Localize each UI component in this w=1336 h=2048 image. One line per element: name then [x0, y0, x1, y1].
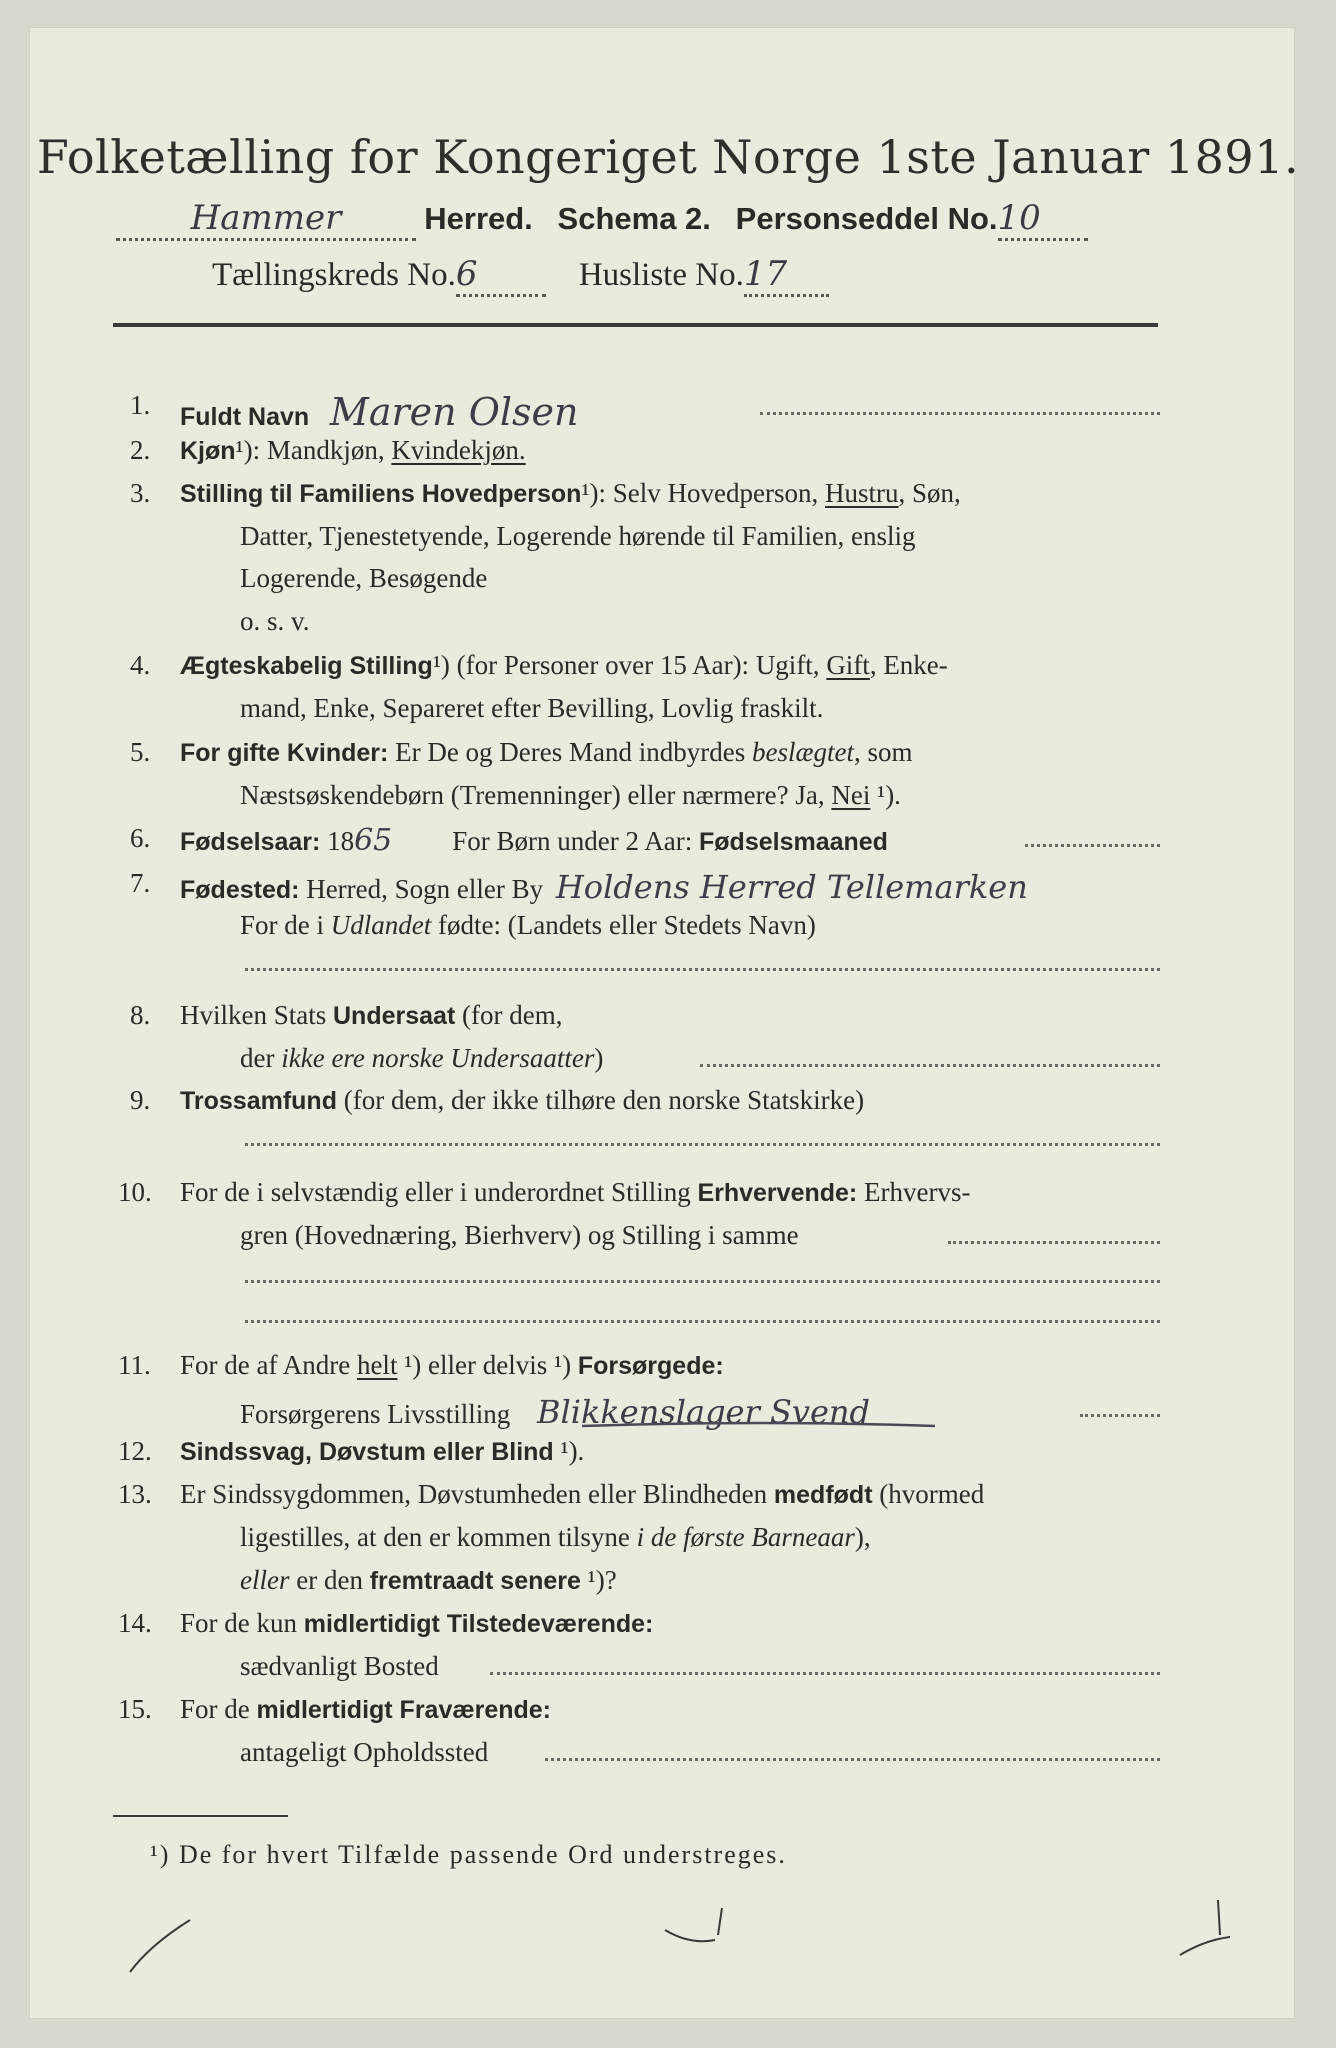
- item-3-number: 3.: [130, 478, 151, 508]
- header-kreds-line: [212, 254, 829, 297]
- item-4-number: 4.: [130, 650, 151, 680]
- item-13-line: [180, 1479, 984, 1510]
- item-5-cont-c: ¹).: [870, 780, 901, 810]
- item-5-label: For gifte Kvinder:: [180, 739, 389, 767]
- item-13-cont1-b: i de første Barneaar: [636, 1522, 855, 1552]
- item-11-number: 11.: [118, 1350, 151, 1380]
- item-4-cont-1: mand, Enke, Separeret efter Bevilling, Lovlig fraskilt.: [240, 693, 824, 723]
- item-10-cont-1: gren (Hovednæring, Bierhverv) og Stilling i samme: [240, 1220, 799, 1250]
- item-7-text-a: Herred, Sogn eller By: [299, 874, 544, 904]
- item-11-selected: helt: [356, 1350, 398, 1380]
- item-13-label: medfødt: [773, 1481, 873, 1509]
- item-11-dotfill: [1080, 1414, 1160, 1417]
- item-15-cont-1: antageligt Opholdssted: [240, 1737, 489, 1767]
- item-15-line: [180, 1694, 551, 1725]
- item-3-options-b: , Søn,: [898, 478, 961, 508]
- husliste-value: 17: [743, 254, 788, 294]
- item-10-text-a: For de i selvstændig eller i underordnet Stilling: [180, 1177, 698, 1207]
- item-3-selected: Hustru: [825, 478, 899, 508]
- item-13-cont2-a: eller: [240, 1565, 290, 1595]
- item-4-selected: Gift: [826, 650, 870, 680]
- item-15-label: midlertidigt Fraværende:: [256, 1696, 551, 1724]
- item-10-dotfill-1: [948, 1241, 1160, 1244]
- item-9-text-a: (for dem, der ikke tilhøre den norske Statskirke): [336, 1085, 865, 1115]
- item-3-label: Stilling til Familiens Hovedperson: [180, 480, 582, 508]
- item-1-label: Fuldt Navn: [180, 403, 310, 431]
- item-3-cont-3: o. s. v.: [240, 606, 310, 636]
- item-11-text-a: For de af Andre: [180, 1350, 357, 1380]
- item-4-options-b: , Enke-: [869, 650, 948, 680]
- item-8-cont-b: ikke ere norske Undersaatter: [281, 1043, 595, 1073]
- item-12-number: 12.: [118, 1436, 152, 1466]
- item-2-options: ¹): Mandkjøn,: [235, 435, 392, 465]
- item-7-label: Fødested:: [180, 876, 300, 904]
- taellingskreds-label: Tællingskreds No.: [212, 257, 456, 293]
- item-6-number: 6.: [130, 823, 151, 853]
- item-5-cont-1: [240, 780, 901, 811]
- item-13-cont2-d: ¹)?: [580, 1565, 617, 1595]
- item-13-cont1-c: ),: [854, 1522, 871, 1552]
- item-1-value: Maren Olsen: [329, 390, 579, 434]
- item-12-text-a: ¹).: [553, 1436, 585, 1466]
- header-herred-line: [116, 198, 1088, 241]
- item-6-dotfill: [1025, 844, 1160, 847]
- item-9-number: 9.: [130, 1085, 151, 1115]
- header-rule: [113, 323, 1158, 327]
- item-8-label: Undersaat: [333, 1002, 456, 1030]
- herred-label: Herred.: [424, 201, 533, 236]
- item-6-text-b: For Børn under 2 Aar:: [452, 826, 699, 856]
- pencil-mark-right: [1170, 1895, 1250, 1965]
- item-10-line: [180, 1177, 970, 1208]
- item-6-label: Fødselsaar:: [180, 828, 321, 856]
- item-6-century: 18: [320, 826, 355, 856]
- item-14-dotfill: [490, 1672, 1160, 1675]
- item-1-number: 1.: [130, 390, 151, 420]
- form-title: Folketælling for Kongeriget Norge 1ste Januar 1891.: [36, 130, 1300, 184]
- item-5-text-b: beslægtet: [752, 737, 854, 767]
- item-13-cont1-a: ligestilles, at den er kommen tilsyne: [240, 1522, 637, 1552]
- item-7-cont-c: fødte: (Landets eller Stedets Navn): [431, 910, 816, 940]
- item-7-line: [180, 868, 1028, 906]
- footnote: ¹) De for hvert Tilfælde passende Ord understreges.: [150, 1840, 787, 1869]
- item-13-number: 13.: [118, 1479, 152, 1509]
- item-5-line: [180, 737, 913, 768]
- schema-label: Schema 2.: [557, 201, 711, 236]
- item-8-text-b: (for dem,: [455, 1000, 563, 1030]
- item-7-value: Holdens Herred Tellemarken: [555, 868, 1028, 906]
- item-8-number: 8.: [130, 1000, 151, 1030]
- item-11-handwritten-underline: [580, 1418, 940, 1432]
- item-15-number: 15.: [118, 1694, 152, 1724]
- item-8-dotfill: [700, 1064, 1160, 1067]
- item-8-cont-a: der: [240, 1043, 282, 1073]
- item-13-cont2-c: fremtraadt senere: [369, 1567, 581, 1595]
- item-6-label-b: Fødselsmaaned: [699, 828, 888, 856]
- item-12-line: [180, 1436, 584, 1467]
- item-11-value: Blikkenslager Svend: [537, 1393, 870, 1431]
- item-7-dotfill: [245, 968, 1160, 971]
- item-8-line: [180, 1000, 562, 1031]
- item-11-label: Forsørgede:: [577, 1352, 724, 1380]
- personseddel-label: Personseddel No.: [735, 201, 998, 236]
- item-2-label: Kjøn: [180, 437, 236, 465]
- item-3-line: [180, 478, 961, 509]
- item-8-cont-c: ): [594, 1043, 604, 1073]
- item-8-cont-1: [240, 1043, 603, 1074]
- item-5-selected: Nei: [831, 780, 871, 810]
- personseddel-value: 10: [997, 198, 1041, 238]
- item-13-text-a: Er Sindssygdommen, Døvstumheden eller Blindheden: [180, 1479, 774, 1509]
- item-3-options-a: ¹): Selv Hovedperson,: [581, 478, 826, 508]
- item-14-number: 14.: [118, 1608, 152, 1638]
- item-9-dotfill: [245, 1143, 1160, 1146]
- item-1-dotfill: [760, 412, 1160, 415]
- item-5-cont-a: Næstsøskendebørn (Tremenninger) eller nærmere? Ja,: [240, 780, 832, 810]
- item-3-cont-2: Logerende, Besøgende: [240, 563, 488, 593]
- item-2-selected: Kvindekjøn.: [391, 435, 526, 465]
- item-8-text-a: Hvilken Stats: [180, 1000, 333, 1030]
- item-5-text-c: , som: [854, 737, 913, 767]
- item-9-label: Trossamfund: [180, 1087, 337, 1115]
- item-7-cont-1: [240, 910, 816, 941]
- item-10-number: 10.: [118, 1177, 152, 1207]
- item-1-line: [180, 390, 578, 434]
- item-10-label: Erhvervende:: [697, 1179, 858, 1207]
- item-7-cont-b: Udlandet: [330, 910, 432, 940]
- item-11-cont-label: Forsørgerens Livsstilling: [240, 1399, 511, 1429]
- item-2-line: [180, 435, 526, 466]
- item-14-line: [180, 1608, 653, 1639]
- item-7-number: 7.: [130, 868, 151, 898]
- item-7-cont-a: For de i: [240, 910, 331, 940]
- pencil-mark-center: [660, 1900, 750, 1960]
- item-13-text-b: (hvormed: [872, 1479, 985, 1509]
- item-13-cont-1: [240, 1522, 871, 1553]
- item-14-text-a: For de kun: [180, 1608, 304, 1638]
- item-5-text-a: Er De og Deres Mand indbyrdes: [388, 737, 752, 767]
- item-3-cont-1: Datter, Tjenestetyende, Logerende hørende til Familien, enslig: [240, 521, 916, 551]
- item-5-number: 5.: [130, 737, 151, 767]
- item-12-label: Sindssvag, Døvstum eller Blind: [180, 1438, 554, 1466]
- herred-value: Hammer: [190, 198, 342, 238]
- item-4-options-a: ¹) (for Personer over 15 Aar): Ugift,: [432, 650, 827, 680]
- item-13-cont-2: [240, 1565, 617, 1596]
- item-2-number: 2.: [130, 435, 151, 465]
- footnote-rule: [113, 1815, 288, 1817]
- item-10-dotfill-2: [245, 1280, 1160, 1283]
- item-13-cont2-b: er den: [289, 1565, 370, 1595]
- husliste-label: Husliste No.: [578, 257, 744, 293]
- item-6-value: 65: [354, 823, 393, 858]
- item-9-line: [180, 1085, 864, 1116]
- item-6-line: [180, 823, 888, 858]
- item-4-line: [180, 650, 948, 681]
- item-11-text-c: ¹) eller delvis ¹): [397, 1350, 578, 1380]
- item-15-text-a: For de: [180, 1694, 257, 1724]
- taellingskreds-value: 6: [455, 254, 478, 294]
- item-15-dotfill: [545, 1758, 1160, 1761]
- item-4-label: Ægteskabelig Stilling: [180, 652, 433, 680]
- item-10-dotfill-3: [245, 1320, 1160, 1323]
- item-14-cont-1: sædvanligt Bosted: [240, 1651, 439, 1681]
- item-14-label: midlertidigt Tilstedeværende:: [303, 1610, 654, 1638]
- pencil-mark-left: [120, 1910, 200, 1980]
- item-11-line: [180, 1350, 724, 1381]
- item-10-text-b: Erhvervs-: [857, 1177, 971, 1207]
